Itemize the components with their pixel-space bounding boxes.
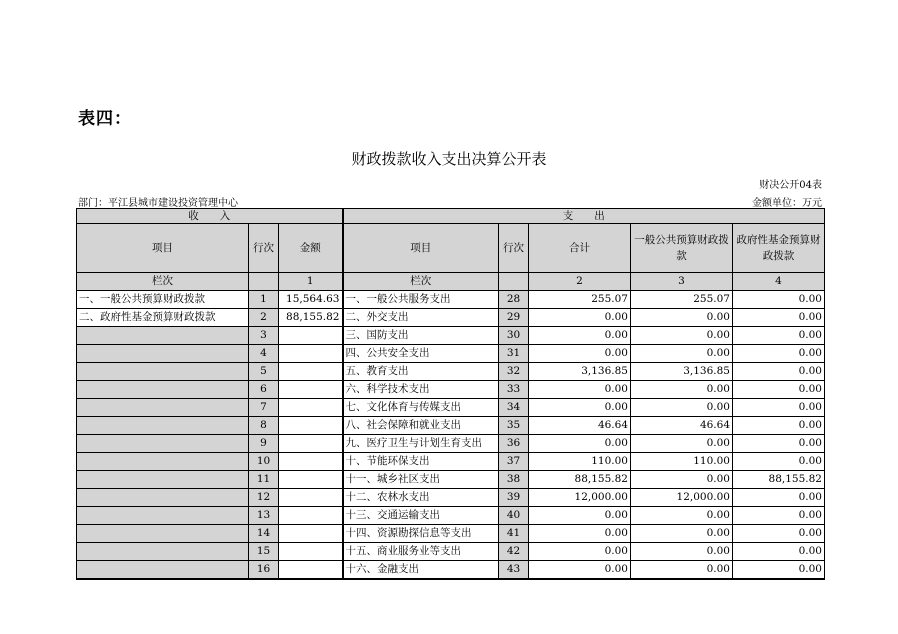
income-row-no-cell: 5 <box>249 363 279 381</box>
general-budget-cell: 0.00 <box>631 471 733 489</box>
general-budget-cell: 0.00 <box>631 561 733 580</box>
income-section-header: 收 入 <box>77 209 343 224</box>
fund-budget-cell: 0.00 <box>733 363 825 381</box>
expense-item-cell: 十五、商业服务业等支出 <box>343 543 499 561</box>
income-row-no-cell: 3 <box>249 327 279 345</box>
expense-item-cell: 九、医疗卫生与计划生育支出 <box>343 435 499 453</box>
col-header-exp-item: 项目 <box>343 224 499 273</box>
lanci-label-2: 栏次 <box>343 273 499 291</box>
expense-row-no-cell: 35 <box>499 417 529 435</box>
lanci-c1: 1 <box>279 273 343 291</box>
table-row <box>77 327 825 345</box>
expense-item-cell: 十六、金融支出 <box>343 561 499 580</box>
income-item-cell <box>77 435 249 453</box>
table-row <box>77 489 825 507</box>
col-header-amount: 金额 <box>279 224 343 273</box>
income-amount-cell <box>279 543 343 561</box>
expense-item-cell: 三、国防支出 <box>343 327 499 345</box>
income-amount-cell <box>279 507 343 525</box>
total-cell: 0.00 <box>529 309 631 327</box>
total-cell: 46.64 <box>529 417 631 435</box>
income-item-cell <box>77 561 249 580</box>
col-header-row-no: 行次 <box>249 224 279 273</box>
table-row <box>77 471 825 489</box>
expense-row-no-cell: 37 <box>499 453 529 471</box>
income-item-cell: 二、政府性基金预算财政拨款 <box>77 309 249 327</box>
table-row <box>77 525 825 543</box>
fund-budget-cell: 0.00 <box>733 309 825 327</box>
fund-budget-cell: 0.00 <box>733 507 825 525</box>
total-cell: 0.00 <box>529 507 631 525</box>
table-row <box>77 417 825 435</box>
general-budget-cell: 0.00 <box>631 507 733 525</box>
lanci-blank <box>249 273 279 291</box>
col-header-total: 合计 <box>529 224 631 273</box>
income-row-no-cell: 2 <box>249 309 279 327</box>
general-budget-cell: 0.00 <box>631 381 733 399</box>
expense-row-no-cell: 40 <box>499 507 529 525</box>
expense-item-cell: 一、一般公共服务支出 <box>343 291 499 309</box>
general-budget-cell: 3,136.85 <box>631 363 733 381</box>
income-item-cell <box>77 327 249 345</box>
income-item-cell <box>77 489 249 507</box>
general-budget-cell: 0.00 <box>631 435 733 453</box>
expense-item-cell: 八、社会保障和就业支出 <box>343 417 499 435</box>
total-cell: 3,136.85 <box>529 363 631 381</box>
income-item-cell <box>77 399 249 417</box>
income-item-cell: 一、一般公共预算财政拨款 <box>77 291 249 309</box>
income-amount-cell <box>279 489 343 507</box>
general-budget-cell: 0.00 <box>631 525 733 543</box>
income-amount-cell: 15,564.63 <box>279 291 343 309</box>
general-budget-cell: 255.07 <box>631 291 733 309</box>
income-amount-cell <box>279 435 343 453</box>
total-cell: 0.00 <box>529 561 631 580</box>
total-cell: 255.07 <box>529 291 631 309</box>
total-cell: 0.00 <box>529 435 631 453</box>
total-cell: 0.00 <box>529 381 631 399</box>
expense-row-no-cell: 41 <box>499 525 529 543</box>
col-header-fund: 政府性基金预算财政拨款 <box>733 224 825 273</box>
income-row-no-cell: 9 <box>249 435 279 453</box>
income-item-cell <box>77 525 249 543</box>
expense-row-no-cell: 33 <box>499 381 529 399</box>
expense-item-cell: 十四、资源勘探信息等支出 <box>343 525 499 543</box>
department-label: 部门：平江县城市建设投资管理中心 <box>78 198 238 209</box>
fund-budget-cell: 88,155.82 <box>733 471 825 489</box>
expense-row-no-cell: 29 <box>499 309 529 327</box>
fund-budget-cell: 0.00 <box>733 417 825 435</box>
form-code: 财决公开04表 <box>759 180 822 191</box>
fund-budget-cell: 0.00 <box>733 543 825 561</box>
expense-item-cell: 七、文化体育与传媒支出 <box>343 399 499 417</box>
income-amount-cell: 88,155.82 <box>279 309 343 327</box>
income-row-no-cell: 7 <box>249 399 279 417</box>
fund-budget-cell: 0.00 <box>733 291 825 309</box>
general-budget-cell: 12,000.00 <box>631 489 733 507</box>
income-amount-cell <box>279 345 343 363</box>
general-budget-cell: 0.00 <box>631 543 733 561</box>
general-budget-cell: 0.00 <box>631 399 733 417</box>
table-row <box>77 543 825 561</box>
lanci-label: 栏次 <box>77 273 249 291</box>
col-header-general: 一般公共预算财政拨款 <box>631 224 733 273</box>
lanci-blank-2 <box>499 273 529 291</box>
income-row-no-cell: 4 <box>249 345 279 363</box>
expense-item-cell: 十三、交通运输支出 <box>343 507 499 525</box>
expense-item-cell: 二、外交支出 <box>343 309 499 327</box>
income-item-cell <box>77 417 249 435</box>
expense-item-cell: 十二、农林水支出 <box>343 489 499 507</box>
expense-item-cell: 五、教育支出 <box>343 363 499 381</box>
income-amount-cell <box>279 399 343 417</box>
income-row-no-cell: 12 <box>249 489 279 507</box>
table-row <box>77 363 825 381</box>
expense-row-no-cell: 32 <box>499 363 529 381</box>
general-budget-cell: 110.00 <box>631 453 733 471</box>
income-row-no-cell: 6 <box>249 381 279 399</box>
total-cell: 0.00 <box>529 345 631 363</box>
fund-budget-cell: 0.00 <box>733 561 825 580</box>
income-row-no-cell: 13 <box>249 507 279 525</box>
income-row-no-cell: 11 <box>249 471 279 489</box>
fund-budget-cell: 0.00 <box>733 381 825 399</box>
table-row <box>77 561 825 580</box>
expense-row-no-cell: 36 <box>499 435 529 453</box>
table-row <box>77 453 825 471</box>
table-row <box>77 345 825 363</box>
table-row <box>77 291 825 309</box>
budget-table <box>76 208 825 580</box>
col-header-exp-row-no: 行次 <box>499 224 529 273</box>
income-amount-cell <box>279 417 343 435</box>
lanci-c4: 4 <box>733 273 825 291</box>
fund-budget-cell: 0.00 <box>733 345 825 363</box>
expense-item-cell: 四、公共安全支出 <box>343 345 499 363</box>
general-budget-cell: 0.00 <box>631 327 733 345</box>
expense-row-no-cell: 31 <box>499 345 529 363</box>
fund-budget-cell: 0.00 <box>733 327 825 345</box>
expense-row-no-cell: 43 <box>499 561 529 580</box>
total-cell: 0.00 <box>529 543 631 561</box>
expense-row-no-cell: 34 <box>499 399 529 417</box>
unit-label: 金额单位：万元 <box>752 198 822 209</box>
expense-item-cell: 六、科学技术支出 <box>343 381 499 399</box>
fund-budget-cell: 0.00 <box>733 489 825 507</box>
table-row <box>77 309 825 327</box>
income-item-cell <box>77 471 249 489</box>
expense-section-header: 支 出 <box>343 209 825 224</box>
expense-row-no-cell: 39 <box>499 489 529 507</box>
expense-row-no-cell: 42 <box>499 543 529 561</box>
income-row-no-cell: 15 <box>249 543 279 561</box>
col-header-item: 项目 <box>77 224 249 273</box>
income-amount-cell <box>279 327 343 345</box>
fund-budget-cell: 0.00 <box>733 399 825 417</box>
lanci-c3: 3 <box>631 273 733 291</box>
total-cell: 12,000.00 <box>529 489 631 507</box>
general-budget-cell: 0.00 <box>631 309 733 327</box>
total-cell: 0.00 <box>529 525 631 543</box>
table-row <box>77 507 825 525</box>
income-item-cell <box>77 543 249 561</box>
table-label: 表四： <box>78 109 132 129</box>
table-row <box>77 399 825 417</box>
income-amount-cell <box>279 363 343 381</box>
income-item-cell <box>77 381 249 399</box>
expense-row-no-cell: 38 <box>499 471 529 489</box>
income-item-cell <box>77 453 249 471</box>
income-row-no-cell: 14 <box>249 525 279 543</box>
income-item-cell <box>77 345 249 363</box>
income-amount-cell <box>279 471 343 489</box>
lanci-c2: 2 <box>529 273 631 291</box>
income-row-no-cell: 1 <box>249 291 279 309</box>
fund-budget-cell: 0.00 <box>733 435 825 453</box>
income-row-no-cell: 10 <box>249 453 279 471</box>
expense-row-no-cell: 28 <box>499 291 529 309</box>
total-cell: 88,155.82 <box>529 471 631 489</box>
page-title: 财政拨款收入支出决算公开表 <box>351 150 547 168</box>
income-amount-cell <box>279 381 343 399</box>
expense-row-no-cell: 30 <box>499 327 529 345</box>
total-cell: 0.00 <box>529 327 631 345</box>
general-budget-cell: 46.64 <box>631 417 733 435</box>
total-cell: 0.00 <box>529 399 631 417</box>
income-row-no-cell: 16 <box>249 561 279 580</box>
income-amount-cell <box>279 525 343 543</box>
income-row-no-cell: 8 <box>249 417 279 435</box>
fund-budget-cell: 0.00 <box>733 525 825 543</box>
table-row <box>77 435 825 453</box>
general-budget-cell: 0.00 <box>631 345 733 363</box>
expense-item-cell: 十一、城乡社区支出 <box>343 471 499 489</box>
total-cell: 110.00 <box>529 453 631 471</box>
income-amount-cell <box>279 561 343 580</box>
income-amount-cell <box>279 453 343 471</box>
income-item-cell <box>77 363 249 381</box>
fund-budget-cell: 0.00 <box>733 453 825 471</box>
income-item-cell <box>77 507 249 525</box>
expense-item-cell: 十、节能环保支出 <box>343 453 499 471</box>
table-row <box>77 381 825 399</box>
